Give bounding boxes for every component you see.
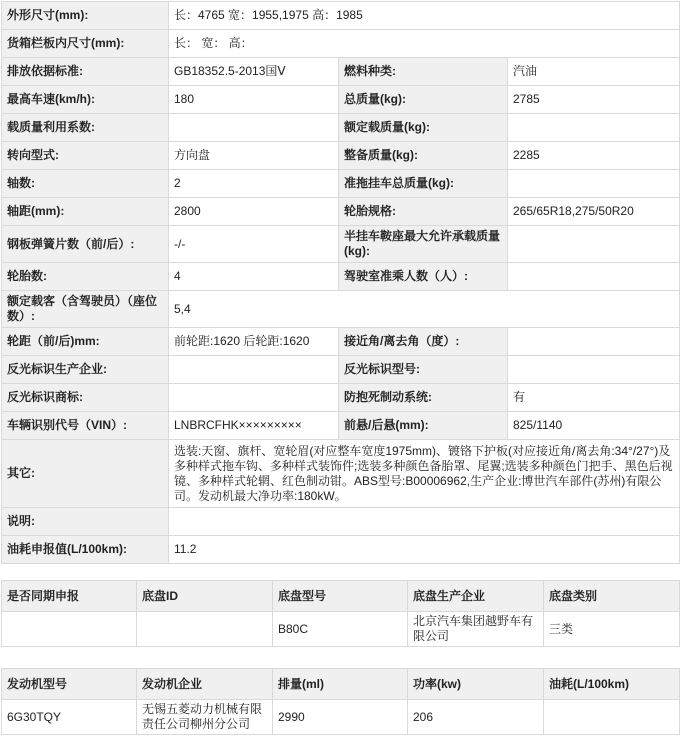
spec-row-load-factor (2, 114, 680, 142)
spec-label: 车辆识别代号（VIN）: (2, 412, 169, 440)
spec-label: 轴距(mm): (2, 198, 169, 226)
spec-row-steering (2, 142, 680, 170)
spec-value: 4 (169, 263, 339, 291)
engine-table (1, 668, 680, 735)
spec-row-axles (2, 170, 680, 198)
spec-row-leaf-springs (2, 226, 680, 263)
column-header: 底盘型号 (273, 581, 408, 612)
spec-label: 轮胎规格: (339, 198, 508, 226)
spec-value (169, 114, 339, 142)
chassis-table (1, 580, 680, 647)
spec-label: 货箱栏板内尺寸(mm): (2, 30, 169, 58)
spec-label: 外形尺寸(mm): (2, 2, 169, 30)
spec-value: 方向盘 (169, 142, 339, 170)
spec-row-emission (2, 58, 680, 86)
column-header: 底盘生产企业 (408, 581, 544, 612)
chassis-data-row (2, 612, 680, 647)
table-cell (137, 612, 273, 647)
spec-value (508, 170, 680, 198)
vehicle-spec-table (1, 1, 680, 564)
spec-value (169, 508, 680, 536)
spec-value: 2285 (508, 142, 680, 170)
spec-value: 5,4 (169, 291, 680, 328)
column-header: 发动机型号 (2, 669, 137, 700)
chassis-header-row (2, 581, 680, 612)
spec-label: 防抱死制动系统: (339, 384, 508, 412)
spec-label: 半挂车鞍座最大允许承载质量(kg): (339, 226, 508, 263)
table-cell: 6G30TQY (2, 700, 137, 735)
spec-label: 其它: (2, 440, 169, 508)
spec-label: 反光标识生产企业: (2, 356, 169, 384)
spec-label: 燃料种类: (339, 58, 508, 86)
spec-value: 11.2 (169, 536, 680, 564)
engine-data-row (2, 700, 680, 735)
spec-value (508, 356, 680, 384)
spec-label: 整备质量(kg): (339, 142, 508, 170)
spec-value: 825/1140 (508, 412, 680, 440)
spec-row-fuel-consumption (2, 536, 680, 564)
spec-label: 轮胎数: (2, 263, 169, 291)
spec-value (508, 263, 680, 291)
spec-row-cargo-box (2, 30, 680, 58)
table-cell: 2990 (273, 700, 408, 735)
spec-label: 前悬/后悬(mm): (339, 412, 508, 440)
spec-value: 2800 (169, 198, 339, 226)
column-header: 功率(kw) (408, 669, 544, 700)
spec-value: 有 (508, 384, 680, 412)
spec-value: 选装:天窗、旗杆、宽轮眉(对应整车宽度1975mm)、镀铬下护板(对应接近角/离去角:34°/27°)及多种样式拖车钩、多种样式装饰件;选装多种颜色备胎罩、尾翼;选装多种颜色门把手、黑色后视镜、多种样式轮辋、红色制动钳。ABS型号:B00006962,生产企业:博世汽车部件(苏州)有限公司。发动机最大净功率:180kW。 (169, 440, 680, 508)
spec-value: 180 (169, 86, 339, 114)
spec-row-tires (2, 263, 680, 291)
spec-value: 265/65R18,275/50R20 (508, 198, 680, 226)
spec-value (508, 226, 680, 263)
spec-value: 长：4765 宽：1955,1975 高：1985 (169, 2, 680, 30)
spec-label: 驾驶室准乘人数（人）: (339, 263, 508, 291)
spec-value (508, 114, 680, 142)
column-header: 底盘类别 (544, 581, 680, 612)
spec-value: -/- (169, 226, 339, 263)
spec-row-seats (2, 291, 680, 328)
spec-label: 接近角/离去角（度）: (339, 328, 508, 356)
spec-row-reflector-brand (2, 384, 680, 412)
table-cell: B80C (273, 612, 408, 647)
spec-label: 额定载质量(kg): (339, 114, 508, 142)
spec-value: 前轮距:1620 后轮距:1620 (169, 328, 339, 356)
table-cell: 三类 (544, 612, 680, 647)
spec-label: 准拖挂车总质量(kg): (339, 170, 508, 198)
spec-label: 轮距（前/后)mm: (2, 328, 169, 356)
spec-value (169, 356, 339, 384)
spec-label: 轴数: (2, 170, 169, 198)
table-cell (2, 612, 137, 647)
spec-value (169, 384, 339, 412)
spec-value: 2785 (508, 86, 680, 114)
spec-label: 钢板弹簧片数（前/后）: (2, 226, 169, 263)
spec-label: 反光标识型号: (339, 356, 508, 384)
table-cell: 无锡五菱动力机械有限责任公司柳州分公司 (137, 700, 273, 735)
table-cell (544, 700, 680, 735)
spec-label: 载质量利用系数: (2, 114, 169, 142)
spec-value: 汽油 (508, 58, 680, 86)
spec-row-dimensions (2, 2, 680, 30)
spec-row-reflector-maker (2, 356, 680, 384)
spec-label: 转向型式: (2, 142, 169, 170)
spec-value: GB18352.5-2013国Ⅴ (169, 58, 339, 86)
spec-row-other (2, 440, 680, 508)
spec-row-notes (2, 508, 680, 536)
spec-row-vin (2, 412, 680, 440)
spec-value: LNBRCFHK××××××××× (169, 412, 339, 440)
table-cell: 北京汽车集团越野车有限公司 (408, 612, 544, 647)
spec-row-speed (2, 86, 680, 114)
spec-value: 长： 宽： 高： (169, 30, 680, 58)
spec-value (508, 328, 680, 356)
column-header: 排量(ml) (273, 669, 408, 700)
table-cell: 206 (408, 700, 544, 735)
spec-label: 最高车速(km/h): (2, 86, 169, 114)
column-header: 油耗(L/100km) (544, 669, 680, 700)
spec-value: 2 (169, 170, 339, 198)
column-header: 是否同期申报 (2, 581, 137, 612)
column-header: 发动机企业 (137, 669, 273, 700)
spec-label: 说明: (2, 508, 169, 536)
spec-label: 排放依据标准: (2, 58, 169, 86)
column-header: 底盘ID (137, 581, 273, 612)
engine-header-row (2, 669, 680, 700)
spec-row-wheelbase (2, 198, 680, 226)
spec-label: 油耗申报值(L/100km): (2, 536, 169, 564)
spec-row-track (2, 328, 680, 356)
spec-label: 额定载客（含驾驶员）（座位数）: (2, 291, 169, 328)
spec-label: 反光标识商标: (2, 384, 169, 412)
spec-label: 总质量(kg): (339, 86, 508, 114)
